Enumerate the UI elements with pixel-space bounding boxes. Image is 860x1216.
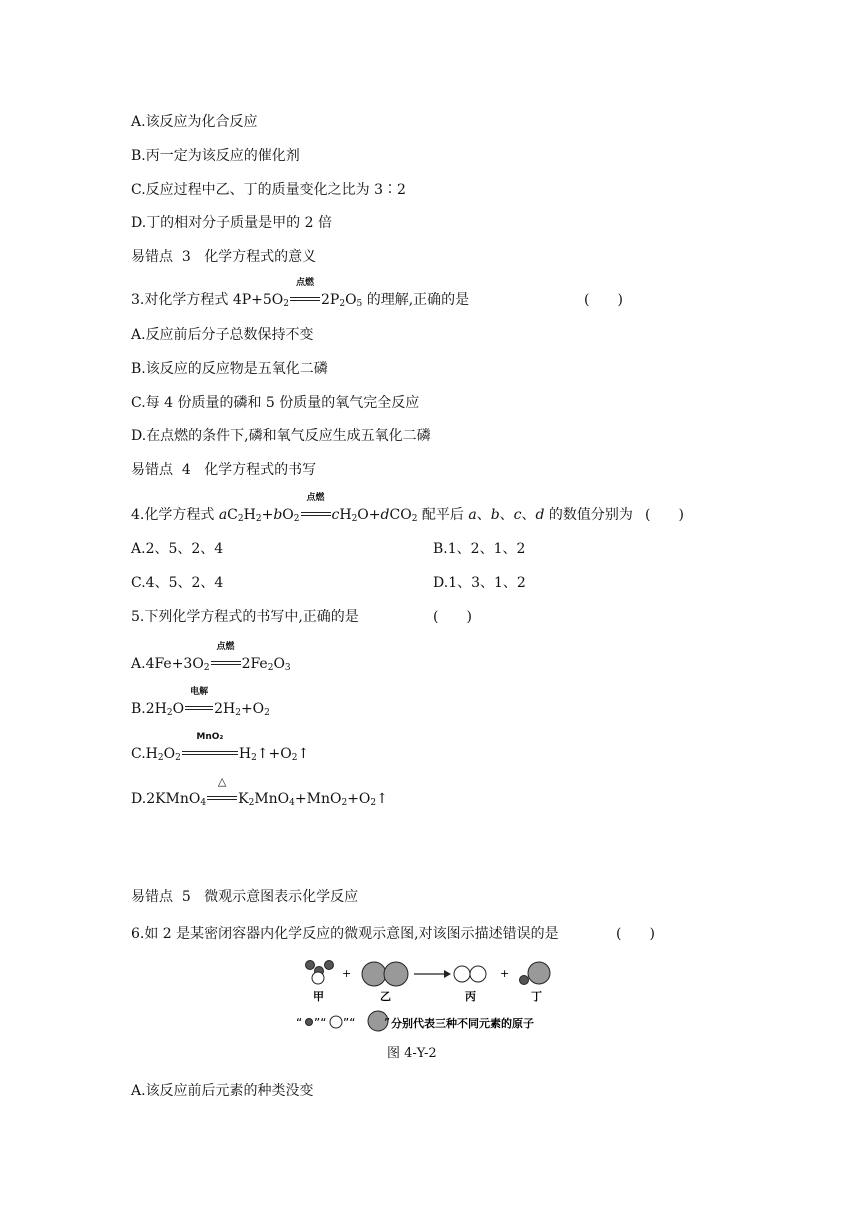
q5-option-b: $B.2H_2O$ 电解 $2H_2+O_2$: [131, 687, 270, 718]
reaction-condition-arrow: 点燃: [290, 291, 320, 309]
q3-stem: 3.对化学方程式 $4P+5O_2$ 点燃 $2P_2O_5$ 的理解,正确的是: [131, 278, 470, 309]
molecule-yi: [362, 962, 408, 986]
section-heading-3: 易错点 3 化学方程式的意义: [131, 249, 317, 265]
plus-sign: +: [342, 967, 352, 980]
svg-text:”: ”: [384, 1016, 391, 1030]
q3-option-b: B.该反应的反应物是五氧化二磷: [131, 361, 328, 377]
q4-option-d: D.1、3、1、2: [433, 575, 526, 591]
q2-option-a: A.该反应为化合反应: [131, 114, 258, 130]
q5-stem: 5.下列化学方程式的书写中,正确的是: [131, 609, 359, 625]
label-yi: 乙: [380, 990, 391, 1003]
q5-answer-paren: ( ): [433, 609, 472, 625]
svg-text:”“: ”“: [343, 1016, 356, 1030]
q5-option-c: $C.H_2O_2$ MnO₂ $H_2↑+O_2↑$: [131, 732, 310, 763]
q2-option-d: D.丁的相对分子质量是甲的 2 倍: [131, 215, 332, 231]
q6-stem: 6.如 2 是某密闭容器内化学反应的微观示意图,对该图示描述错误的是: [131, 926, 559, 942]
legend-text: 分别代表三种不同元素的原子: [391, 1017, 534, 1030]
figure-caption: 图 4-Y-2: [387, 1046, 437, 1061]
label-jia: 甲: [313, 990, 324, 1003]
section-heading-5: 易错点 5 微观示意图表示化学反应: [131, 889, 359, 905]
q6-option-a: A.该反应前后元素的种类没变: [131, 1083, 314, 1099]
molecule-bing: [454, 966, 486, 982]
q2-option-b: B.丙一定为该反应的催化剂: [131, 148, 300, 164]
svg-text:”“: ”“: [314, 1016, 327, 1030]
label-ding: 丁: [531, 990, 542, 1003]
atom-legend: [296, 1011, 534, 1031]
q3-option-c: C.每 4 份质量的磷和 5 份质量的氧气完全反应: [131, 395, 420, 411]
q3-option-d: D.在点燃的条件下,磷和氧气反应生成五氧化二磷: [131, 428, 431, 444]
reaction-condition-arrow: 电解: [185, 700, 213, 718]
section-heading-4: 易错点 4 化学方程式的书写: [131, 462, 317, 478]
q5-option-a: $A.4Fe+3O_2$ 点燃 $2Fe_2O_3$: [131, 642, 291, 673]
q6-answer-paren: ( ): [616, 926, 655, 942]
reaction-condition-arrow: MnO₂: [182, 745, 238, 763]
molecule-ding: [520, 962, 551, 985]
q5-option-d: D.2KMnO$_4$ △ $K_2MnO_4+MnO_2+O_2↑$: [131, 775, 388, 808]
reaction-condition-arrow: △: [207, 790, 237, 808]
reaction-condition-arrow: 点燃: [211, 655, 241, 673]
q3-answer-paren: ( ): [584, 292, 623, 308]
reaction-condition-arrow: 点燃: [301, 506, 331, 524]
svg-text:“: “: [296, 1016, 303, 1030]
label-bing: 丙: [465, 990, 476, 1003]
q4-answer-paren: ( ): [645, 507, 684, 523]
molecule-jia: [306, 961, 334, 985]
q4-option-c: C.4、5、2、4: [131, 575, 224, 591]
q4-option-b: B.1、2、1、2: [433, 541, 526, 557]
q3-option-a: A.反应前后分子总数保持不变: [131, 327, 314, 343]
reaction-arrow: [414, 970, 451, 978]
plus-sign: +: [500, 967, 510, 980]
q4-stem: 4.化学方程式 $aC_2H_2+bO_2$ 点燃 $cH_2O+dCO_2$ 配平后 a、b、c、d 的数值分别为: [131, 493, 633, 524]
q2-option-c: C.反应过程中乙、丁的质量变化之比为 3∶2: [131, 182, 406, 198]
reaction-micro-diagram: [290, 958, 570, 1036]
q4-option-a: A.2、5、2、4: [131, 541, 224, 557]
